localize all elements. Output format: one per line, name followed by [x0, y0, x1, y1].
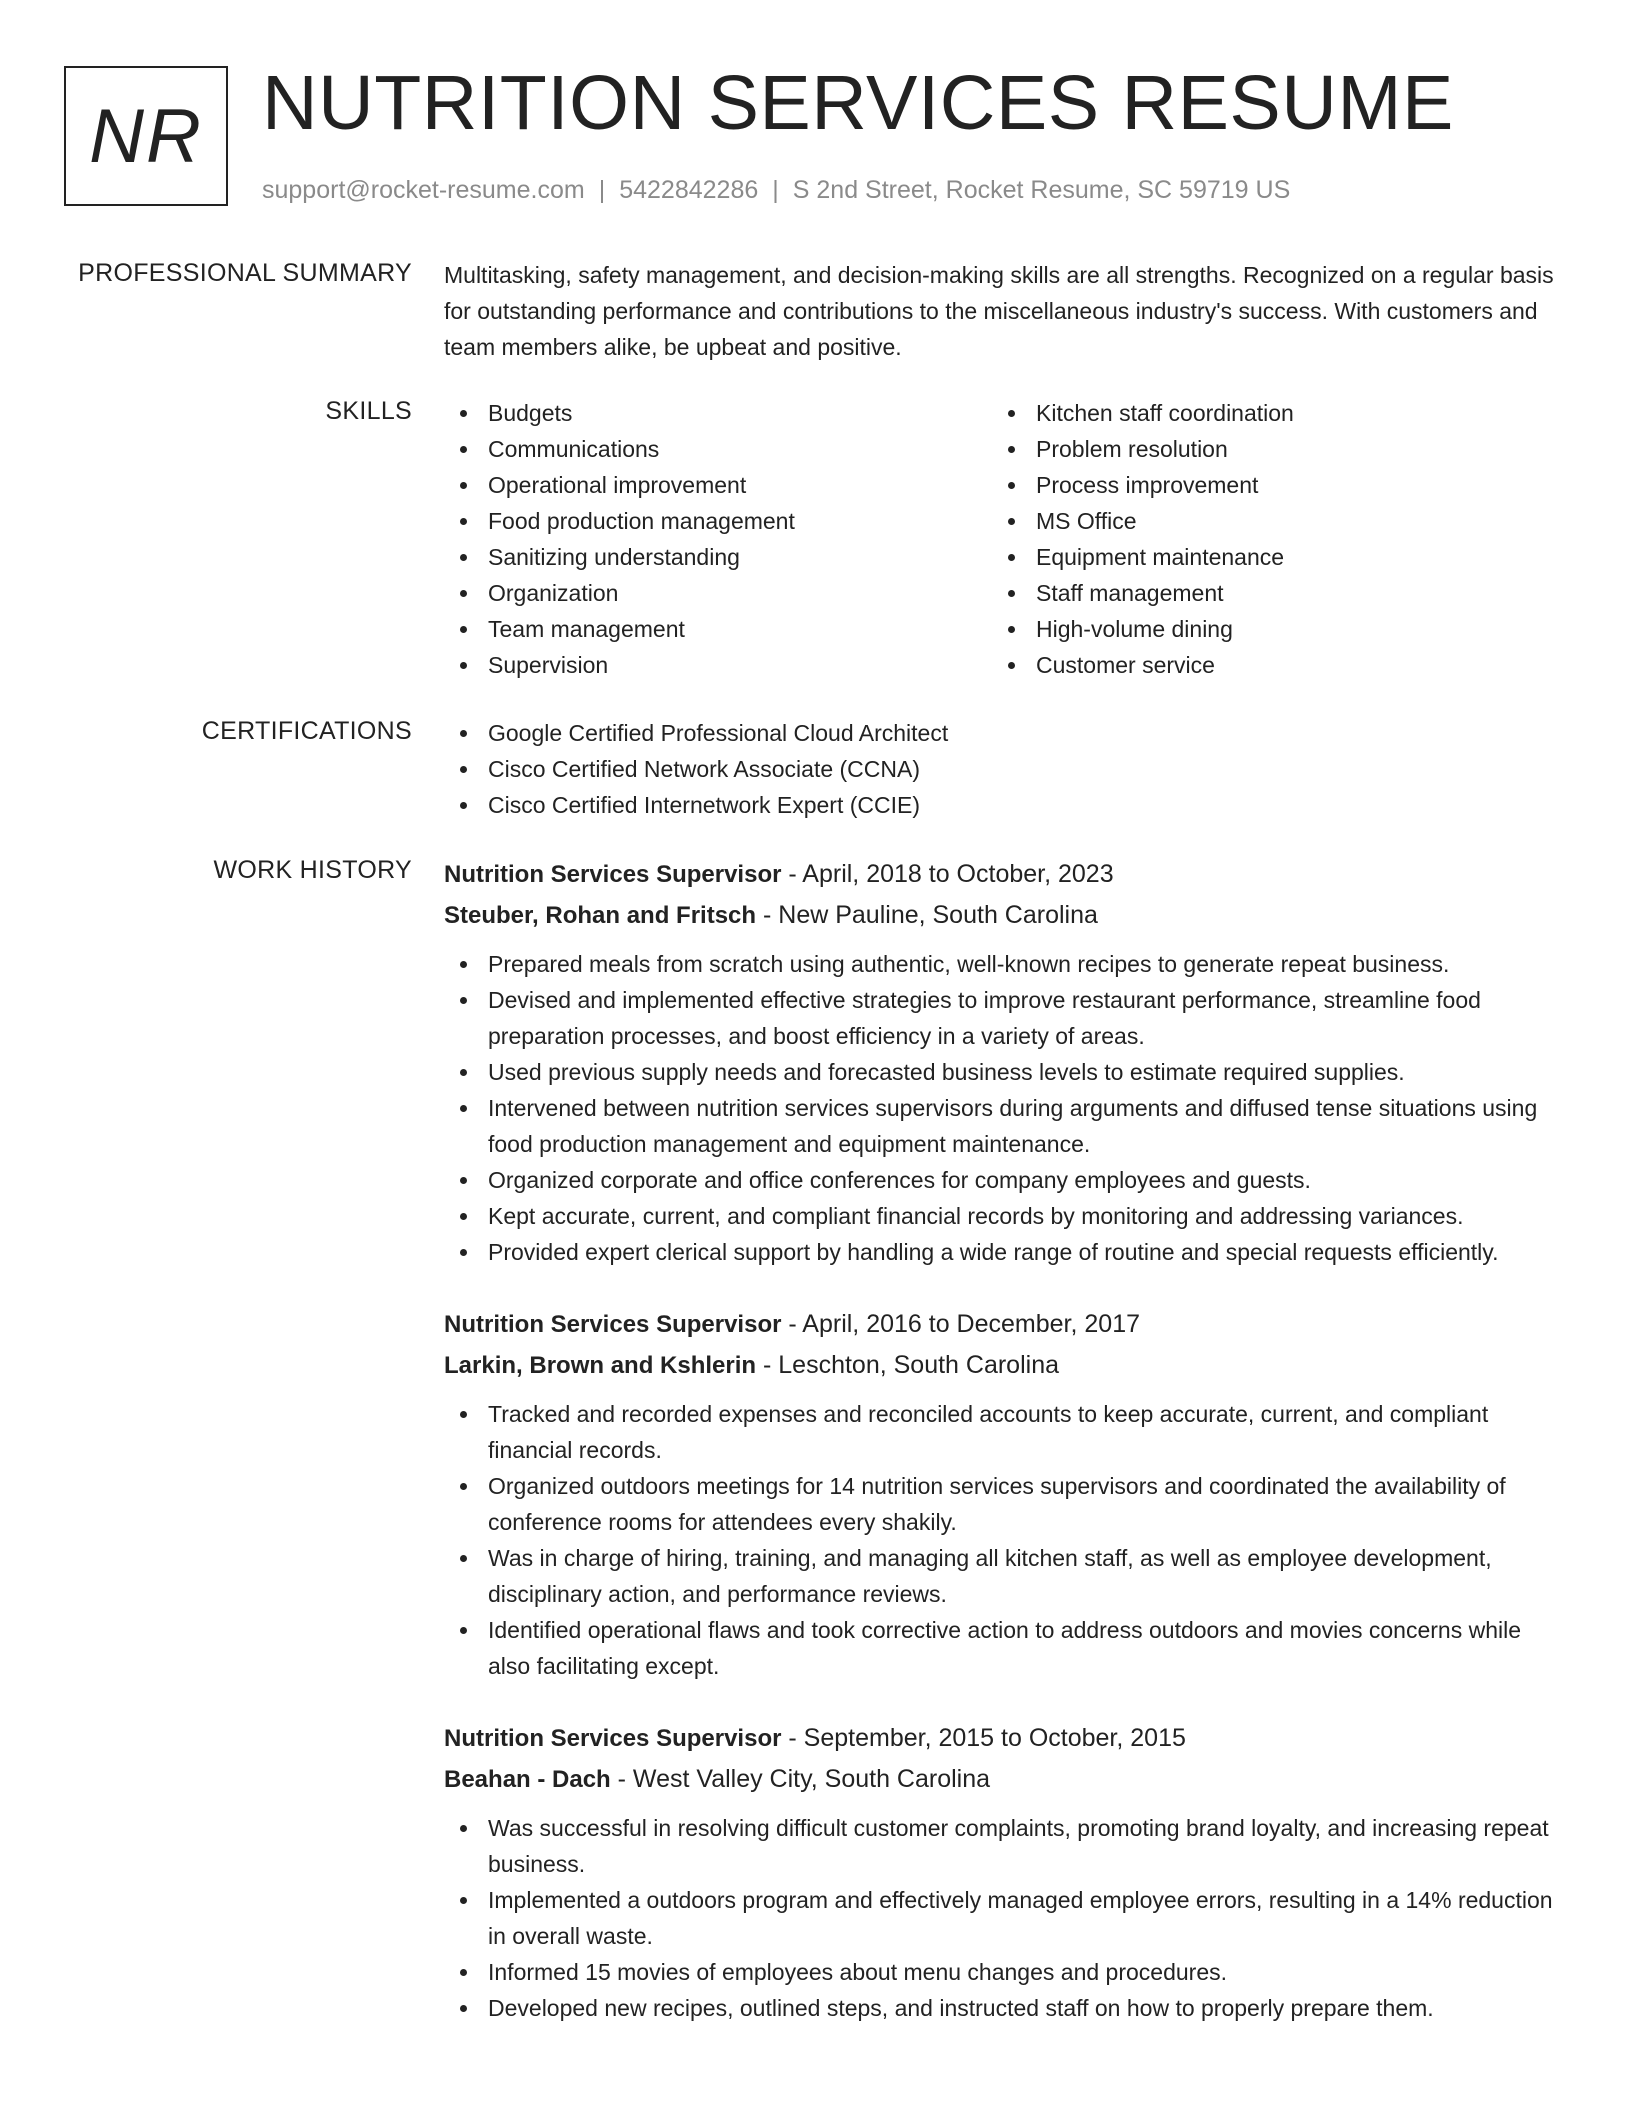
section-title-skills: SKILLS: [325, 397, 412, 425]
job-bullet: Was in charge of hiring, training, and managing all kitchen staff, as well as employee development, disciplinary action, and performance reviews.: [444, 1540, 1564, 1612]
section-title-certifications: CERTIFICATIONS: [201, 717, 412, 745]
job-dates: - April, 2018 to October, 2023: [781, 860, 1114, 888]
skill-item: Communications: [444, 431, 992, 467]
certification-item: Cisco Certified Internetwork Expert (CCIE): [444, 787, 1564, 823]
job-bullet: Intervened between nutrition services supervisors during arguments and diffused tense situations using food production management and equipment maintenance.: [444, 1090, 1564, 1162]
job-role: Nutrition Services Supervisor: [444, 861, 782, 888]
job-bullet: Implemented a outdoors program and effectively managed employee errors, resulting in a 14% reduction in overall waste.: [444, 1882, 1564, 1954]
job-dates: - September, 2015 to October, 2015: [781, 1724, 1186, 1752]
skill-item: Process improvement: [992, 467, 1540, 503]
monogram-box: [64, 66, 228, 206]
job-company: Larkin, Brown and Kshlerin: [444, 1352, 757, 1379]
job-bullet: Informed 15 movies of employees about menu changes and procedures.: [444, 1954, 1564, 1990]
job-location: - New Pauline, South Carolina: [756, 901, 1098, 929]
job-role-line: [444, 1304, 1564, 1345]
section-title-work: WORK HISTORY: [213, 856, 412, 884]
skill-item: Staff management: [992, 575, 1540, 611]
job-company: Steuber, Rohan and Fritsch: [444, 902, 757, 929]
job-entry: [444, 1718, 1564, 2026]
monogram-initials: NR: [89, 93, 203, 179]
job-role-line: [444, 854, 1564, 895]
skill-item: Operational improvement: [444, 467, 992, 503]
job-bullet: Provided expert clerical support by handling a wide range of routine and special requests efficiently.: [444, 1234, 1564, 1270]
job-bullet: Organized outdoors meetings for 14 nutrition services supervisors and coordinated the availability of conference rooms for attendees every shakily.: [444, 1468, 1564, 1540]
skill-item: Supervision: [444, 647, 992, 683]
summary-text: Multitasking, safety management, and decision-making skills are all strengths. Recognized on a regular basis for outstanding performance and contributions to the miscellaneous industry's success. With customers and team members alike, be upbeat and positive.: [444, 262, 1554, 360]
job-company: Beahan - Dach: [444, 1766, 611, 1793]
certification-item: Google Certified Professional Cloud Architect: [444, 715, 1564, 751]
job-role-line: [444, 1718, 1564, 1759]
contact-address: S 2nd Street, Rocket Resume, SC 59719 US: [792, 176, 1291, 204]
job-bullet: Tracked and recorded expenses and reconciled accounts to keep accurate, current, and compliant financial records.: [444, 1396, 1564, 1468]
skill-item: Organization: [444, 575, 992, 611]
contact-separator: |: [598, 176, 606, 204]
work-body: [444, 854, 1564, 2060]
job-bullet: Prepared meals from scratch using authentic, well-known recipes to generate repeat business.: [444, 946, 1564, 982]
skill-item: Budgets: [444, 395, 992, 431]
skills-list-left: [444, 395, 992, 683]
skill-item: MS Office: [992, 503, 1540, 539]
job-bullet: Organized corporate and office conferences for company employees and guests.: [444, 1162, 1564, 1198]
skill-item: Kitchen staff coordination: [992, 395, 1540, 431]
skills-body: [444, 395, 1564, 683]
job-bullet: Identified operational flaws and took corrective action to address outdoors and movies concerns while also facilitating except.: [444, 1612, 1564, 1684]
resume-title: NUTRITION SERVICES RESUME: [262, 60, 1454, 146]
job-company-line: [444, 895, 1564, 936]
certification-item: Cisco Certified Network Associate (CCNA): [444, 751, 1564, 787]
job-role: Nutrition Services Supervisor: [444, 1725, 782, 1752]
job-bullet: Devised and implemented effective strategies to improve restaurant performance, streamline food preparation processes, and boost efficiency in a variety of areas.: [444, 982, 1564, 1054]
job-entry: [444, 1304, 1564, 1684]
job-bullet: Kept accurate, current, and compliant financial records by monitoring and addressing variances.: [444, 1198, 1564, 1234]
job-dates: - April, 2016 to December, 2017: [781, 1310, 1140, 1338]
contact-phone[interactable]: 5422842286: [619, 176, 759, 204]
skill-item: High-volume dining: [992, 611, 1540, 647]
contact-separator: |: [772, 176, 779, 204]
skill-item: Customer service: [992, 647, 1540, 683]
job-bullets: [444, 1810, 1564, 2026]
contact-email[interactable]: support@rocket-resume.com: [262, 176, 585, 204]
job-company-line: [444, 1345, 1564, 1386]
contact-line: [262, 174, 1290, 206]
job-bullets: [444, 946, 1564, 1270]
section-title-summary: PROFESSIONAL SUMMARY: [78, 259, 412, 287]
job-bullet: Was successful in resolving difficult customer complaints, promoting brand loyalty, and increasing repeat business.: [444, 1810, 1564, 1882]
job-location: - Leschton, South Carolina: [756, 1351, 1060, 1379]
job-company-line: [444, 1759, 1564, 1800]
skill-item: Team management: [444, 611, 992, 647]
skill-item: Food production management: [444, 503, 992, 539]
job-bullets: [444, 1396, 1564, 1684]
certifications-body: [444, 715, 1564, 823]
skills-list-right: [992, 395, 1540, 683]
job-bullet: Developed new recipes, outlined steps, and instructed staff on how to properly prepare them.: [444, 1990, 1564, 2026]
job-entry: [444, 854, 1564, 1270]
skill-item: Sanitizing understanding: [444, 539, 992, 575]
certifications-list: [444, 715, 1564, 823]
skill-item: Problem resolution: [992, 431, 1540, 467]
job-location: - West Valley City, South Carolina: [610, 1765, 991, 1793]
summary-body: [444, 257, 1564, 365]
job-bullet: Used previous supply needs and forecasted business levels to estimate required supplies.: [444, 1054, 1564, 1090]
skill-item: Equipment maintenance: [992, 539, 1540, 575]
job-role: Nutrition Services Supervisor: [444, 1311, 782, 1338]
